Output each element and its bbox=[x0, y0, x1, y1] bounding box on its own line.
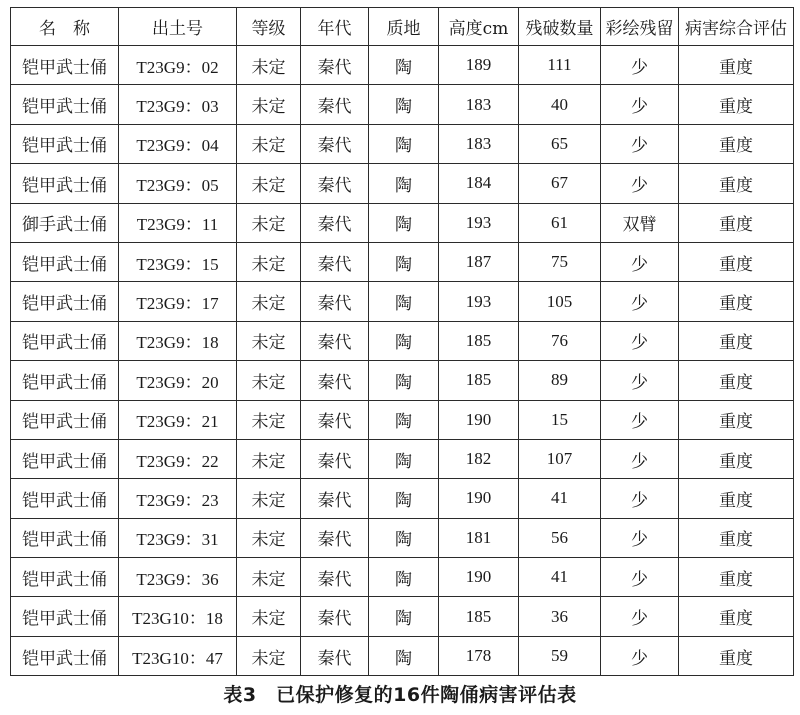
table-row bbox=[11, 439, 794, 478]
cell-name: 铠甲武士俑 bbox=[11, 558, 119, 597]
cell-damage-assessment: 重度 bbox=[679, 361, 794, 400]
cell-grade: 未定 bbox=[237, 400, 301, 439]
cell-material: 陶 bbox=[369, 242, 439, 281]
table-row bbox=[11, 124, 794, 163]
cell-height: 187 bbox=[439, 242, 519, 281]
cell-fragment-count: 76 bbox=[519, 321, 601, 360]
cell-excavation-number: T23G9：04 bbox=[119, 124, 237, 163]
cell-excavation-number: T23G9：36 bbox=[119, 558, 237, 597]
cell-name: 铠甲武士俑 bbox=[11, 636, 119, 675]
table-row bbox=[11, 203, 794, 242]
cell-fragment-count: 41 bbox=[519, 479, 601, 518]
cell-name: 铠甲武士俑 bbox=[11, 518, 119, 557]
cell-name: 铠甲武士俑 bbox=[11, 124, 119, 163]
cell-name: 铠甲武士俑 bbox=[11, 242, 119, 281]
cell-era: 秦代 bbox=[301, 636, 369, 675]
header-era: 年代 bbox=[301, 8, 369, 46]
cell-name: 铠甲武士俑 bbox=[11, 400, 119, 439]
cell-fragment-count: 61 bbox=[519, 203, 601, 242]
cell-height: 189 bbox=[439, 46, 519, 85]
cell-grade: 未定 bbox=[237, 597, 301, 636]
cell-fragment-count: 107 bbox=[519, 439, 601, 478]
cell-excavation-number: T23G10：18 bbox=[119, 597, 237, 636]
header-grade: 等级 bbox=[237, 8, 301, 46]
cell-paint-residue: 少 bbox=[601, 636, 679, 675]
cell-material: 陶 bbox=[369, 46, 439, 85]
cell-height: 182 bbox=[439, 439, 519, 478]
table-row bbox=[11, 518, 794, 557]
cell-paint-residue: 双臂 bbox=[601, 203, 679, 242]
cell-fragment-count: 105 bbox=[519, 282, 601, 321]
cell-excavation-number: T23G9：05 bbox=[119, 164, 237, 203]
cell-material: 陶 bbox=[369, 636, 439, 675]
cell-paint-residue: 少 bbox=[601, 597, 679, 636]
cell-height: 178 bbox=[439, 636, 519, 675]
cell-damage-assessment: 重度 bbox=[679, 242, 794, 281]
cell-damage-assessment: 重度 bbox=[679, 46, 794, 85]
cell-excavation-number: T23G9：22 bbox=[119, 439, 237, 478]
cell-grade: 未定 bbox=[237, 282, 301, 321]
cell-material: 陶 bbox=[369, 203, 439, 242]
table-row bbox=[11, 558, 794, 597]
header-fragment-count: 残破数量 bbox=[519, 8, 601, 46]
cell-damage-assessment: 重度 bbox=[679, 518, 794, 557]
cell-material: 陶 bbox=[369, 164, 439, 203]
cell-era: 秦代 bbox=[301, 242, 369, 281]
cell-name: 铠甲武士俑 bbox=[11, 597, 119, 636]
cell-height: 185 bbox=[439, 597, 519, 636]
cell-fragment-count: 36 bbox=[519, 597, 601, 636]
header-damage-assessment: 病害综合评估 bbox=[679, 8, 794, 46]
cell-name: 铠甲武士俑 bbox=[11, 479, 119, 518]
cell-paint-residue: 少 bbox=[601, 46, 679, 85]
cell-excavation-number: T23G9：23 bbox=[119, 479, 237, 518]
cell-fragment-count: 59 bbox=[519, 636, 601, 675]
table-row bbox=[11, 242, 794, 281]
table-row bbox=[11, 361, 794, 400]
cell-material: 陶 bbox=[369, 518, 439, 557]
cell-paint-residue: 少 bbox=[601, 439, 679, 478]
cell-material: 陶 bbox=[369, 85, 439, 124]
cell-grade: 未定 bbox=[237, 479, 301, 518]
cell-grade: 未定 bbox=[237, 124, 301, 163]
cell-damage-assessment: 重度 bbox=[679, 203, 794, 242]
table-row bbox=[11, 479, 794, 518]
cell-height: 193 bbox=[439, 203, 519, 242]
cell-era: 秦代 bbox=[301, 321, 369, 360]
table-row bbox=[11, 282, 794, 321]
cell-fragment-count: 40 bbox=[519, 85, 601, 124]
cell-grade: 未定 bbox=[237, 321, 301, 360]
table-row bbox=[11, 597, 794, 636]
cell-name: 铠甲武士俑 bbox=[11, 85, 119, 124]
cell-grade: 未定 bbox=[237, 164, 301, 203]
cell-height: 183 bbox=[439, 124, 519, 163]
cell-damage-assessment: 重度 bbox=[679, 124, 794, 163]
cell-era: 秦代 bbox=[301, 400, 369, 439]
cell-era: 秦代 bbox=[301, 439, 369, 478]
cell-paint-residue: 少 bbox=[601, 518, 679, 557]
cell-material: 陶 bbox=[369, 400, 439, 439]
cell-fragment-count: 75 bbox=[519, 242, 601, 281]
cell-era: 秦代 bbox=[301, 85, 369, 124]
cell-excavation-number: T23G9：03 bbox=[119, 85, 237, 124]
cell-height: 183 bbox=[439, 85, 519, 124]
cell-paint-residue: 少 bbox=[601, 164, 679, 203]
cell-paint-residue: 少 bbox=[601, 242, 679, 281]
cell-era: 秦代 bbox=[301, 558, 369, 597]
cell-paint-residue: 少 bbox=[601, 558, 679, 597]
cell-height: 190 bbox=[439, 479, 519, 518]
header-name: 名 称 bbox=[11, 8, 119, 46]
cell-name: 铠甲武士俑 bbox=[11, 282, 119, 321]
cell-material: 陶 bbox=[369, 439, 439, 478]
cell-excavation-number: T23G9：21 bbox=[119, 400, 237, 439]
cell-name: 御手武士俑 bbox=[11, 203, 119, 242]
cell-excavation-number: T23G9：31 bbox=[119, 518, 237, 557]
header-height: 高度cm bbox=[439, 8, 519, 46]
cell-name: 铠甲武士俑 bbox=[11, 46, 119, 85]
cell-era: 秦代 bbox=[301, 164, 369, 203]
cell-height: 185 bbox=[439, 361, 519, 400]
cell-name: 铠甲武士俑 bbox=[11, 164, 119, 203]
cell-material: 陶 bbox=[369, 361, 439, 400]
cell-era: 秦代 bbox=[301, 518, 369, 557]
cell-material: 陶 bbox=[369, 124, 439, 163]
cell-name: 铠甲武士俑 bbox=[11, 321, 119, 360]
cell-height: 190 bbox=[439, 558, 519, 597]
assessment-table bbox=[10, 7, 794, 676]
cell-material: 陶 bbox=[369, 479, 439, 518]
cell-era: 秦代 bbox=[301, 479, 369, 518]
cell-paint-residue: 少 bbox=[601, 282, 679, 321]
cell-excavation-number: T23G9：11 bbox=[119, 203, 237, 242]
cell-damage-assessment: 重度 bbox=[679, 321, 794, 360]
cell-grade: 未定 bbox=[237, 636, 301, 675]
cell-paint-residue: 少 bbox=[601, 361, 679, 400]
cell-damage-assessment: 重度 bbox=[679, 400, 794, 439]
table-body bbox=[11, 46, 794, 676]
cell-material: 陶 bbox=[369, 282, 439, 321]
cell-excavation-number: T23G9：17 bbox=[119, 282, 237, 321]
cell-paint-residue: 少 bbox=[601, 321, 679, 360]
cell-excavation-number: T23G9：15 bbox=[119, 242, 237, 281]
cell-paint-residue: 少 bbox=[601, 479, 679, 518]
cell-fragment-count: 65 bbox=[519, 124, 601, 163]
cell-fragment-count: 111 bbox=[519, 46, 601, 85]
cell-era: 秦代 bbox=[301, 282, 369, 321]
cell-damage-assessment: 重度 bbox=[679, 439, 794, 478]
table-row bbox=[11, 85, 794, 124]
cell-material: 陶 bbox=[369, 597, 439, 636]
cell-grade: 未定 bbox=[237, 46, 301, 85]
cell-era: 秦代 bbox=[301, 597, 369, 636]
table-row bbox=[11, 636, 794, 675]
cell-grade: 未定 bbox=[237, 203, 301, 242]
header-excavation-number: 出土号 bbox=[119, 8, 237, 46]
cell-damage-assessment: 重度 bbox=[679, 558, 794, 597]
cell-paint-residue: 少 bbox=[601, 124, 679, 163]
cell-grade: 未定 bbox=[237, 361, 301, 400]
cell-era: 秦代 bbox=[301, 203, 369, 242]
cell-material: 陶 bbox=[369, 321, 439, 360]
cell-grade: 未定 bbox=[237, 242, 301, 281]
table-row bbox=[11, 321, 794, 360]
cell-material: 陶 bbox=[369, 558, 439, 597]
cell-grade: 未定 bbox=[237, 558, 301, 597]
table-header-row bbox=[11, 8, 794, 46]
cell-fragment-count: 67 bbox=[519, 164, 601, 203]
cell-era: 秦代 bbox=[301, 361, 369, 400]
cell-excavation-number: T23G9：18 bbox=[119, 321, 237, 360]
cell-height: 190 bbox=[439, 400, 519, 439]
cell-height: 184 bbox=[439, 164, 519, 203]
cell-era: 秦代 bbox=[301, 124, 369, 163]
cell-damage-assessment: 重度 bbox=[679, 479, 794, 518]
cell-name: 铠甲武士俑 bbox=[11, 361, 119, 400]
header-material: 质地 bbox=[369, 8, 439, 46]
cell-excavation-number: T23G9：02 bbox=[119, 46, 237, 85]
table-caption: 表3 已保护修复的16件陶俑病害评估表 bbox=[223, 684, 577, 706]
cell-excavation-number: T23G10：47 bbox=[119, 636, 237, 675]
cell-paint-residue: 少 bbox=[601, 400, 679, 439]
cell-damage-assessment: 重度 bbox=[679, 636, 794, 675]
cell-damage-assessment: 重度 bbox=[679, 164, 794, 203]
table-row bbox=[11, 400, 794, 439]
table-row bbox=[11, 164, 794, 203]
cell-paint-residue: 少 bbox=[601, 85, 679, 124]
cell-fragment-count: 41 bbox=[519, 558, 601, 597]
cell-name: 铠甲武士俑 bbox=[11, 439, 119, 478]
assessment-table-container bbox=[10, 7, 793, 676]
cell-grade: 未定 bbox=[237, 85, 301, 124]
cell-damage-assessment: 重度 bbox=[679, 85, 794, 124]
table-row bbox=[11, 46, 794, 85]
cell-height: 185 bbox=[439, 321, 519, 360]
cell-height: 193 bbox=[439, 282, 519, 321]
cell-excavation-number: T23G9：20 bbox=[119, 361, 237, 400]
header-paint-residue: 彩绘残留 bbox=[601, 8, 679, 46]
cell-grade: 未定 bbox=[237, 518, 301, 557]
cell-damage-assessment: 重度 bbox=[679, 282, 794, 321]
cell-height: 181 bbox=[439, 518, 519, 557]
cell-era: 秦代 bbox=[301, 46, 369, 85]
cell-damage-assessment: 重度 bbox=[679, 597, 794, 636]
cell-grade: 未定 bbox=[237, 439, 301, 478]
cell-fragment-count: 15 bbox=[519, 400, 601, 439]
cell-fragment-count: 89 bbox=[519, 361, 601, 400]
cell-fragment-count: 56 bbox=[519, 518, 601, 557]
